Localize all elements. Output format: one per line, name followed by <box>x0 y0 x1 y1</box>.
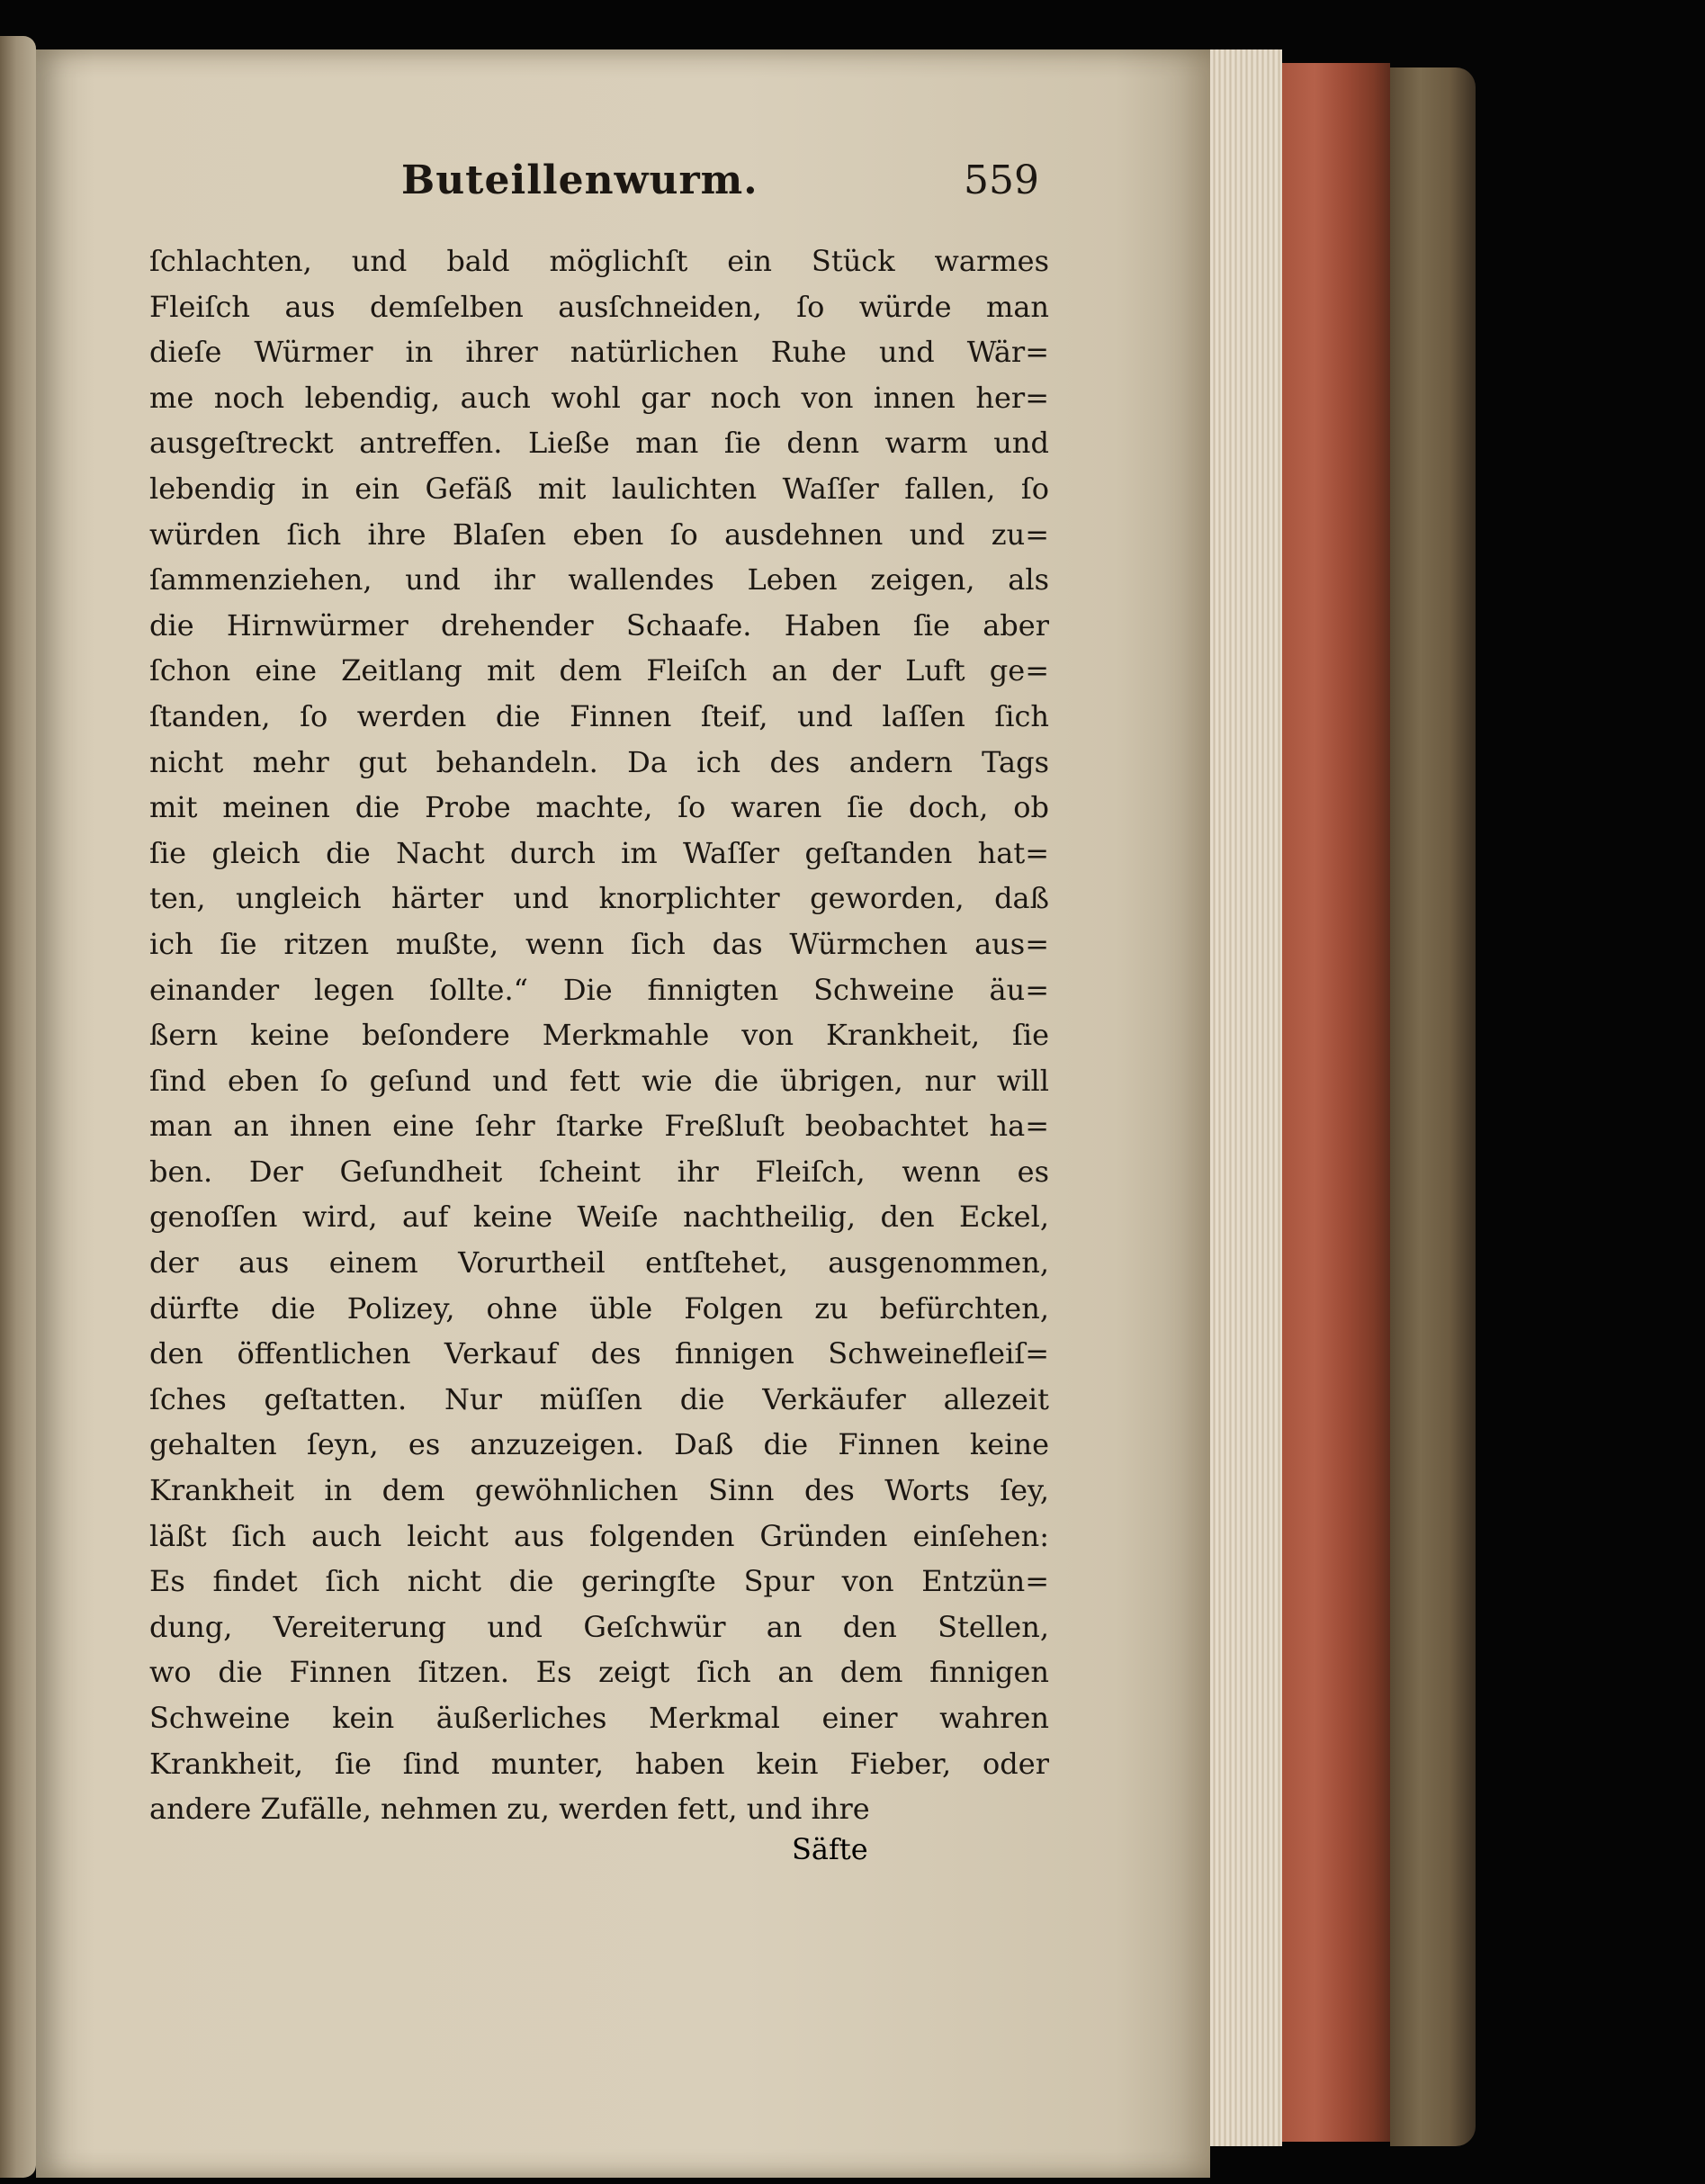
text-line: der aus einem Vorurtheil entſtehet, ausgenommen, <box>149 1245 1049 1281</box>
text-line: Es findet ſich nicht die geringſte Spur von Entzün= <box>149 1564 1049 1599</box>
text-line: wo die Finnen ſitzen. Es zeigt ſich an dem finnigen <box>149 1655 1049 1690</box>
text-line: andere Zufälle, nehmen zu, werden fett, und ihre <box>149 1792 870 1827</box>
text-line: Schweine kein äußerliches Merkmal einer wahren <box>149 1701 1049 1735</box>
text-line: ten, ungleich härter und knorplichter geworden, daß <box>149 881 1049 916</box>
text-line: lebendig in ein Gefäß mit laulichten Waſſer fallen, ſo <box>149 471 1049 506</box>
text-line: ßern keine beſondere Merkmahle von Krankheit, ſie <box>149 1018 1049 1053</box>
page-block-edges <box>1210 49 1282 2146</box>
text-line: me noch lebendig, auch wohl gar noch von innen her= <box>149 380 1049 415</box>
text-line: man an ihnen eine ſehr ſtarke Freßluſt beobachtet ha= <box>149 1109 1049 1144</box>
text-line: ſammenziehen, und ihr wallendes Leben zeigen, als <box>149 562 1049 598</box>
text-line: ſchon eine Zeitlang mit dem Fleiſch an der Luft ge= <box>149 653 1049 688</box>
text-line: einander legen ſollte.“ Die finnigten Schweine äu= <box>149 972 1049 1007</box>
text-line: ſchlachten, und bald möglichſt ein Stück warmes <box>149 244 1049 278</box>
book-cover <box>1390 67 1476 2146</box>
text-block <box>149 148 1049 1832</box>
text-line: Fleiſch aus demſelben ausſchneiden, ſo würde man <box>149 289 1049 324</box>
page-number: 559 <box>964 157 1039 203</box>
text-line: mit meinen die Probe machte, ſo waren ſie doch, ob <box>149 790 1049 825</box>
text-line: genoſſen wird, auf keine Weiſe nachtheilig, den Eckel, <box>149 1200 1049 1235</box>
text-line: Krankheit, ſie ſind munter, haben kein Fieber, oder <box>149 1746 1049 1781</box>
text-line: würden ſich ihre Blaſen eben ſo ausdehnen und zu= <box>149 517 1049 552</box>
body-text <box>149 238 1049 1832</box>
previous-page-edge <box>0 36 36 2178</box>
text-line: ſches geſtatten. Nur müſſen die Verkäufer allezeit <box>149 1381 1049 1416</box>
text-line: gehalten ſeyn, es anzuzeigen. Daß die Finnen keine <box>149 1427 1049 1462</box>
text-line: ſtanden, ſo werden die Finnen ſteif, und laſſen ſich <box>149 698 1049 733</box>
running-head <box>149 148 1049 213</box>
text-line: nicht mehr gut behandeln. Da ich des andern Tags <box>149 744 1049 779</box>
red-page-edge <box>1282 63 1390 2142</box>
text-line: ausgeſtreckt antreffen. Ließe man ſie denn warm und <box>149 426 1049 461</box>
catchword: Säfte <box>792 1832 868 1866</box>
text-line: die Hirnwürmer drehender Schaafe. Haben ſie aber <box>149 607 1049 643</box>
text-line: Krankheit in dem gewöhnlichen Sinn des Worts ſey, <box>149 1473 1049 1508</box>
text-line: ſind eben ſo geſund und fett wie die übrigen, nur will <box>149 1063 1049 1098</box>
text-line: ben. Der Geſundheit ſcheint ihr Fleiſch, wenn es <box>149 1154 1049 1189</box>
page-title: Buteillenwurm. <box>401 157 758 203</box>
text-line: ich ſie ritzen mußte, wenn ſich das Würmchen aus= <box>149 926 1049 961</box>
text-line: ſie gleich die Nacht durch im Waſſer geſtanden hat= <box>149 835 1049 870</box>
text-line: dung, Vereiterung und Geſchwür an den Stellen, <box>149 1609 1049 1644</box>
text-line: den öffentlichen Verkauf des finnigen Schweinefleiſ= <box>149 1336 1049 1371</box>
text-line: dieſe Würmer in ihrer natürlichen Ruhe und Wär= <box>149 335 1049 370</box>
text-line: läßt ſich auch leicht aus folgenden Gründen einſehen: <box>149 1518 1049 1553</box>
text-line: dürfte die Polizey, ohne üble Folgen zu befürchten, <box>149 1290 1049 1326</box>
